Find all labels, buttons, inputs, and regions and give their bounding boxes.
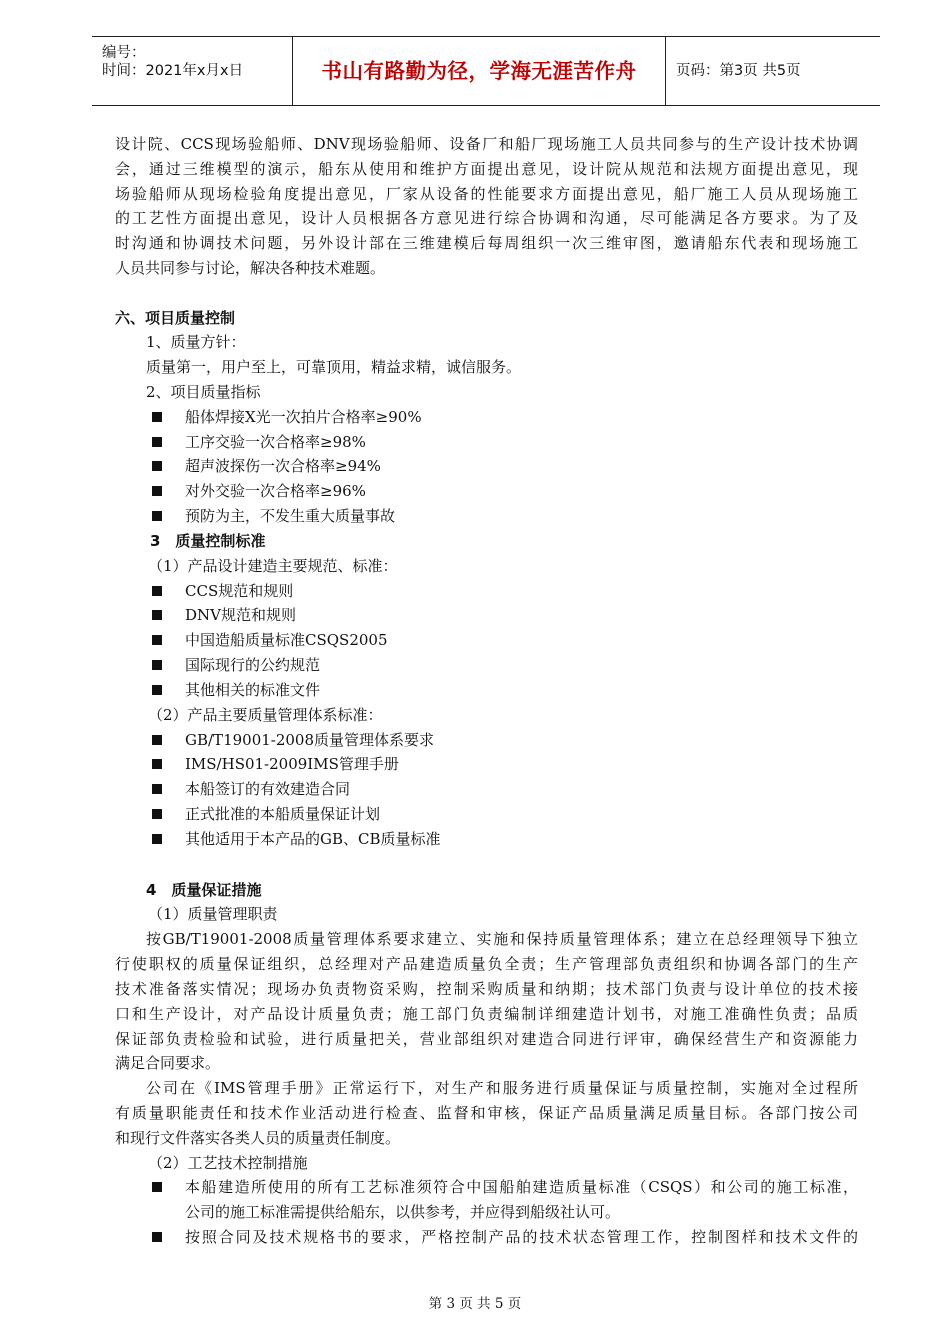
list-item: 超声波探伤一次合格率≥94% (152, 454, 162, 478)
list-item: DNV规范和规则 (152, 603, 162, 627)
list-item: IMS/HS01-2009IMS管理手册 (152, 752, 162, 776)
header-page-label: 页码：第3页 共5页 (676, 63, 801, 79)
list-item: 船体焊接X光一次拍片合格率≥90% (152, 405, 162, 429)
list-item: 中国造船质量标准CSQS2005 (152, 628, 162, 652)
list-item: 正式批准的本船质量保证计划 (152, 802, 162, 826)
page-header (92, 36, 880, 106)
duty-line: 按GB/T19001-2008质量管理体系要求建立、实施和保持质量管理体系；建立在总经理领导下独立 (146, 930, 858, 948)
list-item: GB/T19001-2008质量管理体系要求 (152, 728, 162, 752)
bullet-icon (152, 834, 162, 844)
time-label: 时间：2021年x月x日 (102, 63, 244, 79)
bullet-icon (152, 486, 162, 496)
intro-line: 场验船师从现场检验角度提出意见，厂家从设备的性能要求方面提出意见，船厂施工人员从现场施工 (115, 185, 858, 203)
header-meta-cell (92, 37, 293, 105)
tech-label: （2）工艺技术控制措施 (148, 1154, 308, 1172)
list-item: 预防为主，不发生重大质量事故 (152, 504, 162, 528)
bullet-icon (152, 412, 162, 422)
intro-line: 人员共同参与讨论，解决各种技术难题。 (115, 259, 386, 277)
list-item: 工序交验一次合格率≥98% (152, 430, 162, 454)
indicators-label: 2、项目质量指标 (146, 383, 261, 401)
list-item: 国际现行的公约规范 (152, 653, 162, 677)
bullet-icon (152, 461, 162, 471)
bullet-icon (152, 735, 162, 745)
list-item: 按照合同及技术规格书的要求，严格控制产品的技术状态管理工作，控制图样和技术文件的 (152, 1225, 162, 1249)
duty-label: （1）质量管理职责 (148, 905, 278, 923)
list-item: 其他相关的标准文件 (152, 678, 162, 702)
list-item: 对外交验一次合格率≥96% (152, 479, 162, 503)
duty-line: 口和生产设计，对产品设计质量负责；施工部门负责编制详细建造计划书，对施工准确性负责；品质 (115, 1005, 858, 1023)
bullet-icon (152, 809, 162, 819)
bullet-icon (152, 685, 162, 695)
company-line: 有质量职能责任和技术作业活动进行检查、监督和审核，保证产品质量满足质量目标。各部门按公司 (115, 1104, 858, 1122)
subsection-title: 4 质量保证措施 (146, 881, 262, 899)
company-line: 公司在《IMS管理手册》正常运行下，对生产和服务进行质量保证与质量控制，实施对全过程所 (146, 1079, 858, 1097)
bullet-icon (152, 660, 162, 670)
list-item: CCS规范和规则 (152, 579, 162, 603)
bullet-icon (152, 610, 162, 620)
intro-line: 会，通过三维模型的演示，船东从使用和维护方面提出意见，设计院从规范和法规方面提出意见，现 (115, 160, 858, 178)
design-std-label: （1）产品设计建造主要规范、标准： (148, 557, 398, 575)
bullet-icon (152, 1232, 162, 1242)
tech-continuation: 公司的施工标准需提供给船东，以供参考，并应得到船级社认可。 (185, 1203, 621, 1221)
subsection-title: 3 质量控制标准 (150, 532, 266, 550)
qms-std-label: （2）产品主要质量管理体系标准： (148, 706, 383, 724)
duty-line: 行使职权的质量保证组织，总经理对产品建造质量负全责；生产管理部负责组织和协调各部门的生产 (115, 955, 858, 973)
list-item: 本船签订的有效建造合同 (152, 777, 162, 801)
bullet-icon (152, 759, 162, 769)
serial-label: 编号： (102, 45, 146, 61)
bullet-icon (152, 784, 162, 794)
duty-line: 技术准备落实情况；现场办负责物资采购，控制采购质量和纳期；技术部门负责与设计单位的技术接 (115, 980, 858, 998)
policy-text: 质量第一，用户至上，可靠顶用，精益求精，诚信服务。 (146, 358, 522, 376)
duty-line: 满足合同要求。 (115, 1054, 221, 1072)
policy-label: 1、质量方针： (146, 333, 246, 351)
section-title: 六、项目质量控制 (115, 309, 236, 327)
intro-line: 设计院、CCS现场验船师、DNV现场验船师、设备厂和船厂现场施工人员共同参与的生产设计技术协调 (115, 135, 858, 153)
page-footer: 第 3 页 共 5 页 (428, 1296, 522, 1312)
intro-line: 时沟通和协调技术问题，另外设计部在三维建模后每周组织一次三维审图，邀请船东代表和现场施工 (115, 234, 858, 252)
bullet-icon (152, 635, 162, 645)
bullet-icon (152, 586, 162, 596)
bullet-icon (152, 437, 162, 447)
bullet-icon (152, 511, 162, 521)
company-line: 和现行文件落实各类人员的质量责任制度。 (115, 1129, 401, 1147)
list-item: 其他适用于本产品的GB、CB质量标准 (152, 827, 162, 851)
header-motto: 书山有路勤为径，学海无涯苦作舟 (293, 37, 666, 105)
intro-line: 的工艺性方面提出意见，设计人员根据各方意见进行综合协调和沟通，尽可能满足各方要求。为了及 (115, 209, 858, 227)
list-item: 本船建造所使用的所有工艺标准须符合中国船舶建造质量标准（CSQS）和公司的施工标准， (152, 1175, 162, 1199)
bullet-icon (152, 1182, 162, 1192)
duty-line: 保证部负责检验和试验，进行质量把关，营业部组织对建造合同进行评审，确保经营生产和资源能力 (115, 1030, 858, 1048)
